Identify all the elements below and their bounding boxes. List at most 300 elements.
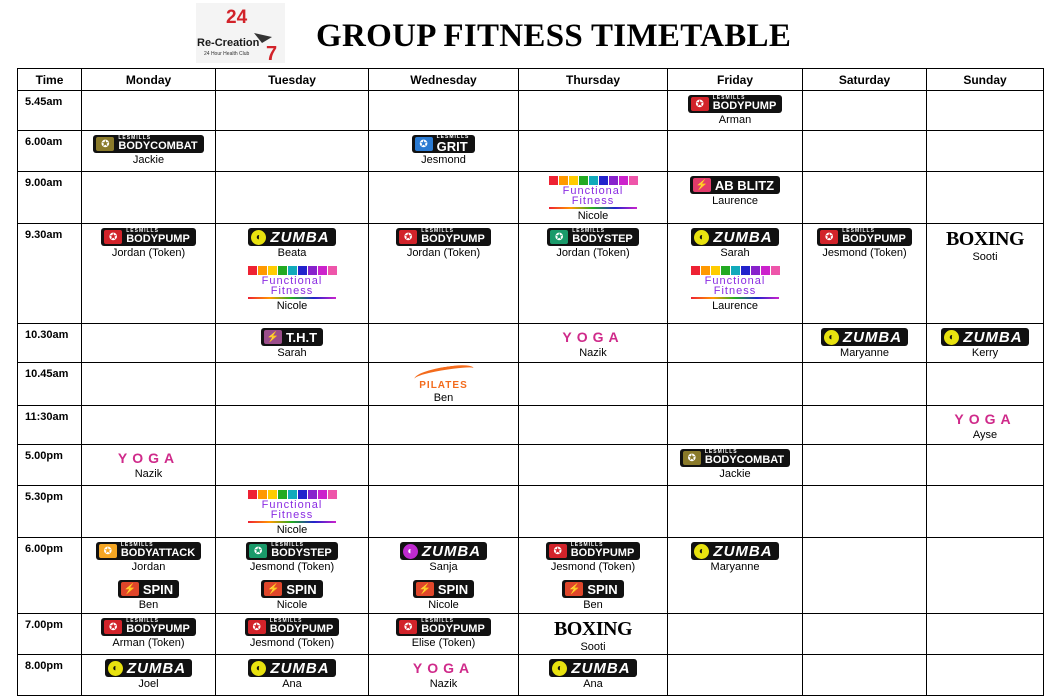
- slot-wednesday: [369, 324, 519, 363]
- lesmills-label: LESMILLS: [704, 449, 738, 455]
- column-header-sunday: Sunday: [927, 69, 1044, 91]
- instructor-name: Jordan (Token): [556, 247, 630, 259]
- class-entry: [82, 542, 215, 574]
- lesmills-label: LESMILLS: [126, 228, 159, 234]
- instructor-name: Joel: [138, 678, 159, 690]
- class-entry: [216, 618, 368, 650]
- class-entry: [82, 228, 215, 260]
- timetable-row: [18, 91, 1044, 131]
- spin-logo: [118, 580, 179, 598]
- bodypump-icon: ✪: [399, 230, 417, 244]
- bodystep-logo: [547, 228, 639, 246]
- zumba-logo: [549, 659, 636, 677]
- slot-sunday: [927, 538, 1044, 614]
- class-name: GRIT: [436, 139, 468, 154]
- functional-fitness-logo: [547, 176, 639, 209]
- instructor-name: Nicole: [276, 599, 308, 611]
- logo-7: 7: [266, 43, 278, 63]
- bodypump-icon: ✪: [104, 620, 122, 634]
- tht-icon: ⚡: [264, 330, 282, 344]
- slot-wednesday: [369, 486, 519, 538]
- slot-friday: [668, 224, 803, 324]
- lesmills-label: LESMILLS: [120, 542, 154, 548]
- time-cell: 10.45am: [18, 363, 82, 406]
- slot-monday: [82, 324, 216, 363]
- zumba-icon: ◐: [403, 544, 418, 559]
- slot-friday: [668, 91, 803, 131]
- class-entry: [369, 367, 518, 405]
- slot-sunday: [927, 486, 1044, 538]
- time-cell: 6.00pm: [18, 538, 82, 614]
- instructor-name: Jackie: [719, 468, 751, 480]
- slot-monday: [82, 91, 216, 131]
- class-entry: [668, 449, 802, 481]
- slot-wednesday: [369, 363, 519, 406]
- spin-icon: ⚡: [264, 582, 282, 596]
- column-header-saturday: Saturday: [803, 69, 927, 91]
- slot-wednesday: [369, 131, 519, 172]
- slot-monday: [82, 655, 216, 696]
- figure-icon: [731, 266, 740, 275]
- class-entry: [927, 410, 1043, 442]
- instructor-name: Nazik: [429, 678, 458, 690]
- class-entry: [668, 542, 802, 574]
- bodystep-logo: [246, 542, 338, 560]
- slot-monday: [82, 614, 216, 655]
- figure-icon: [579, 176, 588, 185]
- abblitz-icon: ⚡: [693, 178, 711, 192]
- zumba-logo: [105, 659, 192, 677]
- lesmills-label: LESMILLS: [118, 135, 152, 141]
- class-name: ZUMBA: [963, 328, 1023, 346]
- class-name: ZUMBA: [571, 659, 631, 677]
- class-entry: [369, 618, 518, 650]
- class-entry: [803, 328, 926, 360]
- figure-icon: [761, 266, 770, 275]
- grit-logo: [412, 135, 476, 153]
- slot-saturday: [803, 445, 927, 486]
- class-name: ZUMBA: [270, 659, 330, 677]
- class-name: SPIN: [437, 581, 469, 597]
- figure-icons: [691, 266, 780, 275]
- slot-wednesday: [369, 91, 519, 131]
- class-entry: [82, 580, 215, 612]
- class-name: BODYPUMP: [570, 547, 635, 559]
- figure-icon: [771, 266, 780, 275]
- instructor-name: Jordan (Token): [111, 247, 186, 259]
- timetable-row: [18, 172, 1044, 224]
- slot-friday: [668, 486, 803, 538]
- figure-icon: [318, 490, 327, 499]
- logo-name: Re-Creation: [197, 37, 260, 49]
- class-name: BODYPUMP: [269, 623, 334, 635]
- zumba-icon: ◐: [251, 230, 266, 245]
- bodypump-logo: [546, 542, 641, 560]
- instructor-name: Jesmond (Token): [822, 247, 907, 259]
- class-entry: [216, 580, 368, 612]
- slot-thursday: [519, 131, 668, 172]
- slot-thursday: [519, 406, 668, 445]
- zumba-logo: [691, 228, 778, 246]
- class-entry: [216, 228, 368, 260]
- timetable-row: [18, 406, 1044, 445]
- time-cell: 8.00pm: [18, 655, 82, 696]
- class-name: BODYPUMP: [126, 623, 190, 635]
- slot-sunday: [927, 131, 1044, 172]
- instructor-name: Nicole: [276, 524, 308, 536]
- figure-icon: [629, 176, 638, 185]
- class-entry: [519, 580, 667, 612]
- figure-icon: [268, 490, 277, 499]
- class-entry: [216, 490, 368, 537]
- slot-thursday: [519, 445, 668, 486]
- slot-wednesday: [369, 538, 519, 614]
- time-cell: 10.30am: [18, 324, 82, 363]
- spin-logo: [562, 580, 623, 598]
- slot-wednesday: [369, 445, 519, 486]
- lesmills-label: LESMILLS: [421, 618, 454, 624]
- class-name: ZUMBA: [842, 328, 903, 346]
- slot-saturday: [803, 91, 927, 131]
- class-entry: [668, 95, 802, 127]
- slot-thursday: [519, 91, 668, 131]
- spin-logo: [261, 580, 322, 598]
- figure-icon: [248, 490, 257, 499]
- rainbow-bar: [248, 297, 336, 299]
- class-name: Functional Fitness: [704, 275, 766, 297]
- class-entry: [519, 328, 667, 360]
- time-cell: 11:30am: [18, 406, 82, 445]
- bodypump-logo: [245, 618, 340, 636]
- bodypump-icon: ✪: [399, 620, 417, 634]
- zumba-icon: ◐: [824, 330, 839, 345]
- timetable-row: [18, 445, 1044, 486]
- class-name: PILATES: [419, 380, 468, 391]
- slot-tuesday: [216, 363, 369, 406]
- instructor-name: Sarah: [277, 347, 307, 359]
- slot-wednesday: [369, 614, 519, 655]
- lesmills-label: LESMILLS: [271, 542, 304, 548]
- yoga-logo: YOGA: [562, 329, 624, 345]
- instructor-name: Maryanne: [840, 347, 889, 359]
- class-name: ZUMBA: [421, 542, 482, 560]
- instructor-name: Laurence: [712, 195, 758, 207]
- zumba-logo: [941, 328, 1028, 346]
- instructor-name: Ana: [583, 678, 603, 690]
- timetable-row: [18, 486, 1044, 538]
- column-header-thursday: Thursday: [519, 69, 668, 91]
- instructor-name: Jordan: [131, 561, 166, 573]
- figure-icon: [308, 266, 317, 275]
- time-cell: 6.00am: [18, 131, 82, 172]
- slot-thursday: [519, 363, 668, 406]
- zumba-icon: ◐: [108, 661, 123, 676]
- bodycombat-icon: ✪: [683, 451, 701, 465]
- timetable-row: [18, 614, 1044, 655]
- slot-thursday: [519, 486, 668, 538]
- yoga-logo: YOGA: [412, 660, 475, 676]
- figure-icon: [609, 176, 618, 185]
- bodypump-icon: ✪: [248, 620, 266, 634]
- slot-monday: [82, 538, 216, 614]
- slot-friday: [668, 172, 803, 224]
- slot-sunday: [927, 445, 1044, 486]
- zumba-icon: ◐: [552, 661, 567, 676]
- slot-tuesday: [216, 655, 369, 696]
- instructor-name: Nazik: [134, 468, 163, 480]
- class-entry: [668, 228, 802, 260]
- slot-saturday: [803, 363, 927, 406]
- class-name: BODYSTEP: [271, 547, 332, 559]
- slot-thursday: [519, 224, 668, 324]
- bodypump-logo: [396, 618, 491, 636]
- zumba-icon: ◐: [251, 661, 266, 676]
- class-entry: [82, 449, 215, 481]
- class-entry: [927, 328, 1043, 360]
- class-name: BODYCOMBAT: [704, 454, 785, 466]
- lesmills-label: LESMILLS: [570, 542, 604, 548]
- zumbatoning-logo: [400, 542, 487, 560]
- zumba-icon: ◐: [694, 230, 709, 245]
- bodystep-icon: ✪: [249, 544, 267, 558]
- zumba-logo: [821, 328, 908, 346]
- slot-thursday: [519, 655, 668, 696]
- class-name: ZUMBA: [270, 228, 330, 246]
- class-name: BODYSTEP: [572, 233, 633, 245]
- class-entry: [519, 542, 667, 574]
- instructor-name: Nicole: [428, 599, 459, 611]
- class-name: SPIN: [286, 581, 317, 597]
- slot-saturday: [803, 406, 927, 445]
- time-cell: 5.30pm: [18, 486, 82, 538]
- club-logo: [196, 3, 285, 63]
- figure-icon: [589, 176, 598, 185]
- timetable-row: [18, 538, 1044, 614]
- rainbow-bar: [691, 297, 779, 299]
- timetable: [17, 68, 1044, 696]
- slot-tuesday: [216, 91, 369, 131]
- timetable-row: [18, 363, 1044, 406]
- header-row: [18, 69, 1044, 91]
- slot-saturday: [803, 224, 927, 324]
- slot-thursday: [519, 172, 668, 224]
- yoga-logo: YOGA: [117, 450, 180, 466]
- class-entry: [519, 228, 667, 260]
- zumba-logo: [248, 228, 335, 246]
- slot-tuesday: [216, 486, 369, 538]
- class-name: BODYPUMP: [712, 100, 777, 112]
- figure-icon: [318, 266, 327, 275]
- slot-monday: [82, 224, 216, 324]
- lesmills-label: LESMILLS: [269, 618, 303, 624]
- timetable-row: [18, 131, 1044, 172]
- timetable-row: [18, 224, 1044, 324]
- slot-monday: [82, 131, 216, 172]
- time-cell: 9.00am: [18, 172, 82, 224]
- slot-thursday: [519, 538, 668, 614]
- figure-icon: [619, 176, 628, 185]
- figure-icon: [288, 266, 297, 275]
- figure-icon: [298, 266, 307, 275]
- abblitz-logo: [690, 176, 780, 194]
- time-cell: 9.30am: [18, 224, 82, 324]
- bodyattack-logo: [96, 542, 201, 560]
- slot-tuesday: [216, 224, 369, 324]
- class-entry: [668, 266, 802, 313]
- spin-icon: ⚡: [416, 582, 434, 596]
- instructor-name: Jesmond (Token): [249, 637, 335, 649]
- logo-tagline: 24 Hour Health Club: [204, 51, 250, 57]
- instructor-name: Sanja: [429, 561, 458, 573]
- functional-fitness-logo: [689, 266, 781, 299]
- bodypump-logo: [396, 228, 491, 246]
- instructor-name: Jackie: [132, 154, 165, 166]
- slot-sunday: [927, 363, 1044, 406]
- functional-fitness-logo: [246, 490, 338, 523]
- figure-icon: [328, 490, 337, 499]
- instructor-name: Arman: [718, 114, 752, 126]
- class-entry: [82, 618, 215, 650]
- figure-icons: [549, 176, 638, 185]
- figure-icon: [711, 266, 720, 275]
- pilates-logo: [414, 367, 474, 391]
- slot-saturday: [803, 614, 927, 655]
- figure-icon: [268, 266, 277, 275]
- slot-thursday: [519, 614, 668, 655]
- class-entry: [369, 580, 518, 612]
- instructor-name: Beata: [277, 247, 307, 259]
- class-name: BODYPUMP: [421, 623, 485, 635]
- logo-24: 24: [226, 7, 248, 28]
- bodypump-icon: ✪: [104, 230, 122, 244]
- grit-icon: ✪: [415, 137, 433, 151]
- time-cell: 5.45am: [18, 91, 82, 131]
- class-entry: [369, 542, 518, 574]
- class-name: BODYPUMP: [126, 233, 190, 245]
- slot-wednesday: [369, 224, 519, 324]
- slot-friday: [668, 655, 803, 696]
- slot-tuesday: [216, 406, 369, 445]
- figure-icon: [701, 266, 710, 275]
- slot-tuesday: [216, 324, 369, 363]
- class-entry: [216, 266, 368, 313]
- instructor-name: Sooti: [972, 251, 998, 263]
- figure-icon: [258, 490, 267, 499]
- bodypump-icon: ✪: [691, 97, 709, 111]
- slot-saturday: [803, 538, 927, 614]
- class-entry: [82, 659, 215, 691]
- class-entry: [369, 659, 518, 691]
- bodypump-logo: [817, 228, 912, 246]
- slot-monday: [82, 486, 216, 538]
- slot-tuesday: [216, 614, 369, 655]
- functional-fitness-logo: [246, 266, 338, 299]
- time-cell: 5.00pm: [18, 445, 82, 486]
- time-cell: 7.00pm: [18, 614, 82, 655]
- class-name: ZUMBA: [126, 659, 187, 677]
- slot-saturday: [803, 324, 927, 363]
- zumba-logo: [691, 542, 778, 560]
- class-entry: [369, 228, 518, 260]
- instructor-name: Ben: [583, 599, 603, 611]
- class-name: Functional Fitness: [261, 275, 323, 297]
- boxing-logo: BOXING: [945, 228, 1025, 250]
- slot-friday: [668, 324, 803, 363]
- instructor-name: Arman (Token): [112, 637, 185, 649]
- instructor-name: Ana: [282, 678, 302, 690]
- figure-icon: [258, 266, 267, 275]
- bodyattack-icon: ✪: [99, 544, 117, 558]
- bodycombat-logo: [93, 135, 203, 153]
- boxing-logo: BOXING: [553, 618, 633, 640]
- rainbow-bar: [549, 207, 637, 209]
- slot-friday: [668, 538, 803, 614]
- column-header-tuesday: Tuesday: [216, 69, 369, 91]
- slot-sunday: [927, 224, 1044, 324]
- class-name: SPIN: [142, 581, 174, 597]
- class-name: ZUMBA: [713, 228, 773, 246]
- instructor-name: Jordan (Token): [406, 247, 481, 259]
- figure-icon: [741, 266, 750, 275]
- class-name: ZUMBA: [713, 542, 773, 560]
- slot-saturday: [803, 172, 927, 224]
- slot-monday: [82, 172, 216, 224]
- zumba-icon: ◐: [694, 544, 709, 559]
- figure-icon: [278, 490, 287, 499]
- tht-logo: [261, 328, 323, 346]
- slot-wednesday: [369, 406, 519, 445]
- slot-friday: [668, 614, 803, 655]
- slot-tuesday: [216, 172, 369, 224]
- zumba-icon: ◐: [944, 330, 959, 345]
- slot-tuesday: [216, 445, 369, 486]
- class-entry: [216, 328, 368, 360]
- bodycombat-icon: ✪: [96, 137, 114, 151]
- lesmills-label: LESMILLS: [712, 95, 746, 101]
- slot-wednesday: [369, 655, 519, 696]
- instructor-name: Laurence: [712, 300, 758, 312]
- instructor-name: Jesmond (Token): [550, 561, 636, 573]
- slot-tuesday: [216, 131, 369, 172]
- instructor-name: Sooti: [580, 641, 606, 653]
- class-name: Functional Fitness: [562, 185, 624, 207]
- class-entry: [668, 176, 802, 208]
- class-entry: [369, 135, 518, 167]
- figure-icon: [599, 176, 608, 185]
- class-entry: [82, 135, 215, 167]
- slot-saturday: [803, 655, 927, 696]
- instructor-name: Elise (Token): [411, 637, 476, 649]
- class-entry: [519, 618, 667, 654]
- figure-icon: [298, 490, 307, 499]
- column-header-wednesday: Wednesday: [369, 69, 519, 91]
- slot-sunday: [927, 324, 1044, 363]
- spin-logo: [413, 580, 474, 598]
- spin-icon: ⚡: [121, 582, 139, 596]
- instructor-name: Sarah: [720, 247, 750, 259]
- bodypump-logo: [688, 95, 783, 113]
- class-name: AB BLITZ: [714, 177, 775, 193]
- class-name: Functional Fitness: [261, 499, 323, 521]
- figure-icons: [248, 266, 337, 275]
- slot-saturday: [803, 486, 927, 538]
- figure-icons: [248, 490, 337, 499]
- class-entry: [803, 228, 926, 260]
- lesmills-label: LESMILLS: [572, 228, 605, 234]
- figure-icon: [549, 176, 558, 185]
- slot-sunday: [927, 655, 1044, 696]
- figure-icon: [288, 490, 297, 499]
